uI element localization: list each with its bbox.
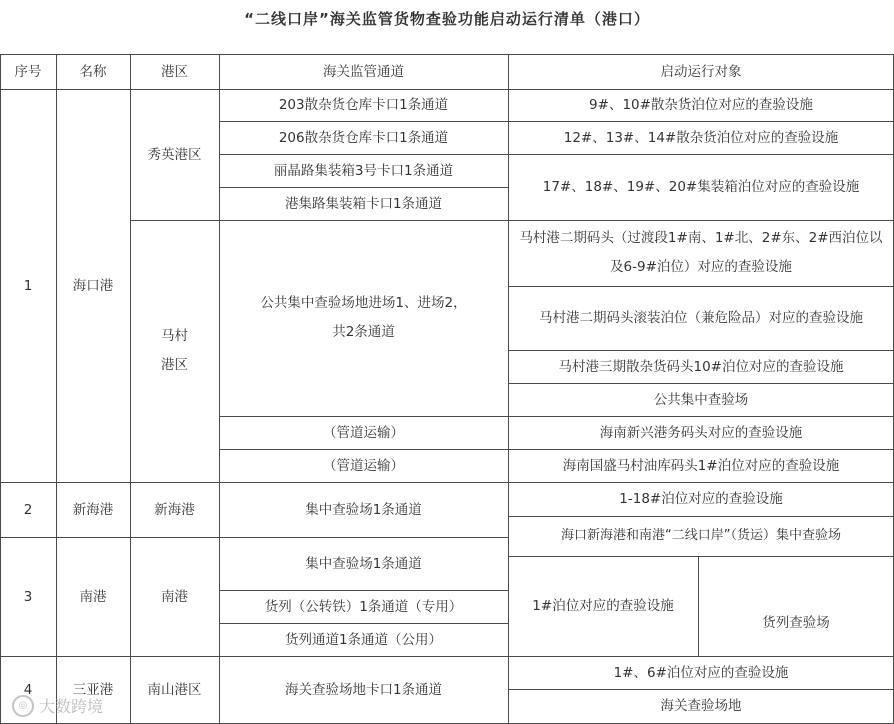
row1-channel: 206散杂货仓库卡口1条通道 [278,129,449,146]
row1-target: 海南国盛马村油库码头1#泊位对应的查验设施 [562,457,840,474]
row4-index: 4 [23,681,33,698]
row2-name: 新海港 [72,501,114,518]
row1-target: 9#、10#散杂货泊位对应的查验设施 [589,97,813,113]
row3-target: 货列查验场 [762,615,830,631]
row2-channel: 集中查验场1条通道 [305,501,422,518]
row4-target: 1#、6#泊位对应的查验设施 [613,664,789,681]
row1-area-macun: 马村 港区 [161,328,188,373]
watermark [12,694,103,717]
row1-name: 海口港 [72,277,114,294]
row3-name: 南港 [79,588,107,605]
page-title: “二线口岸”海关监管货物查验功能启动运行清单（港口） [244,10,650,28]
row1-area-xiuying: 秀英港区 [147,146,202,163]
row3-index: 3 [23,588,33,605]
row2-area: 新海港 [154,501,195,518]
row1-channel: 丽晶路集装箱3号卡口1条通道 [273,162,454,179]
watermark-logo-icon: ◎ [12,695,34,717]
row1-channel: 203散杂货仓库卡口1条通道 [278,97,449,113]
header-target: 启动运行对象 [660,63,742,80]
row3-channel: 货列通道1条通道（公用） [284,631,443,648]
row3-channel: 集中查验场1条通道 [305,555,422,572]
row1-target: 马村港二期码头（过渡段1#南、1#北、2#东、2#西泊位以及6-9#泊位）对应的查验设施 [519,230,883,275]
row1-target: 马村港二期码头滚装泊位（兼危险品）对应的查验设施 [539,309,863,326]
header-index: 序号 [14,63,42,80]
row2-index: 2 [23,501,33,518]
row4-channel: 海关查验场地卡口1条通道 [284,681,443,698]
row1-target: 公共集中查验场 [653,391,749,408]
row2-target: 1-18#泊位对应的查验设施 [619,491,783,507]
row4-area: 南山港区 [147,681,202,698]
row3-channel: 货列（公转铁）1条通道（专用） [264,598,463,615]
row4-target: 海关查验场地 [660,698,742,714]
header-name: 名称 [79,63,107,80]
row1-target: 12#、13#、14#散杂货泊位对应的查验设施 [563,129,839,146]
header-channel: 海关监管通道 [323,63,404,80]
row1-target: 马村港三期散杂货码头10#泊位对应的查验设施 [558,358,844,375]
row1-channel: 公共集中查验场地进场1、进场2， 共2条通道 [260,295,467,340]
row1-index: 1 [23,277,33,294]
row1-target: 海南新兴港务码头对应的查验设施 [599,424,803,441]
row2-target: 海口新海港和南港“二线口岸”（货运）集中查验场 [561,528,841,543]
row1-target: 17#、18#、19#、20#集装箱泊位对应的查验设施 [542,179,860,195]
row1-channel: （管道运输） [323,457,404,474]
row4-name: 三亚港 [72,681,114,698]
header-area: 港区 [161,63,188,80]
row1-channel: 港集路集装箱卡口1条通道 [284,195,443,212]
watermark-text: 大数跨境 [39,697,104,716]
row3-area: 南港 [161,588,188,605]
row1-channel: （管道运输） [323,424,404,441]
row3-target: 1#泊位对应的查验设施 [532,598,674,614]
